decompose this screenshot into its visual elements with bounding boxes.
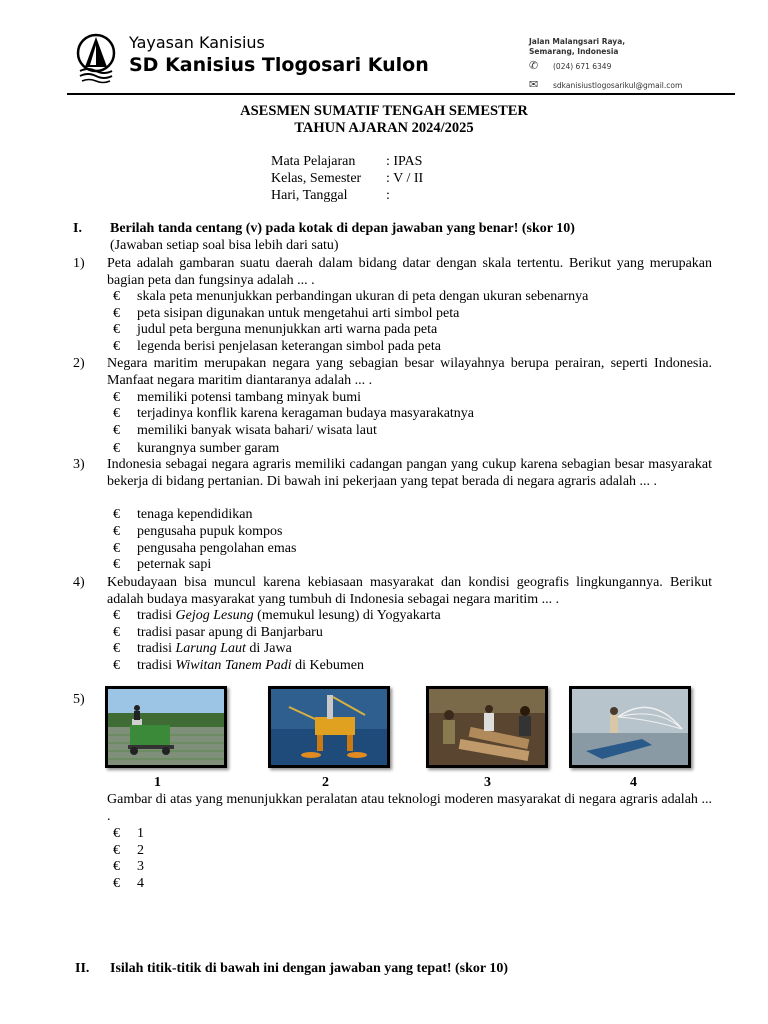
question-text: Peta adalah gambaran suatu daerah dalam bidang datar dengan skala tertentu. Berikut yang merupakan bagian peta dan fungsinya adalah ... .: [107, 256, 712, 288]
section-1-number: I.: [73, 221, 82, 236]
address: Jalan Malangsari Raya, Semarang, Indonesia: [529, 37, 626, 56]
checkbox-icon[interactable]: €: [113, 557, 120, 572]
question-text: Indonesia sebagai negara agraris memiliki cadangan pangan yang cukup karena sebagian besar masyarakat bekerja di bidang pertanian. Di bawah ini pekerjaan yang tepat berada di negara agraris adalah ... .: [107, 457, 712, 489]
checkbox-icon[interactable]: €: [113, 289, 120, 304]
option-item[interactable]: € peternak sapi: [113, 557, 212, 572]
option-item[interactable]: € tradisi pasar apung di Banjarbaru: [113, 625, 323, 640]
section-2-number: II.: [75, 961, 90, 976]
photo-label: 2: [322, 775, 329, 790]
option-item[interactable]: € kurangnya sumber garam: [113, 441, 280, 456]
question-number: 5): [73, 692, 85, 707]
info-date: Hari, Tanggal :: [271, 188, 390, 203]
checkbox-icon[interactable]: €: [113, 524, 120, 539]
photo-fisherman-net: [569, 686, 691, 768]
foundation-name: Yayasan Kanisius: [129, 33, 265, 52]
question-text: Kebudayaan bisa muncul karena kebiasaan masyarakat dan kondisi geografis lingkungannya. Berikut adalah budaya masyarakat yang tumbuh di Indonesia sebagai negara maritim ... .: [107, 575, 712, 607]
photo-label: 3: [484, 775, 491, 790]
checkbox-icon[interactable]: €: [113, 306, 120, 321]
option-item[interactable]: € 3: [113, 859, 144, 874]
photo-label: 1: [154, 775, 161, 790]
question-number: 3): [73, 457, 85, 472]
mail-icon: ✉: [529, 78, 539, 91]
email-row: ✉ sdkanisiustlogosarikul@gmail.com: [529, 78, 683, 91]
checkbox-icon[interactable]: €: [113, 541, 120, 556]
phone-row: ✆ (024) 671 6349: [529, 59, 612, 72]
photo-rice-transplanter: [105, 686, 227, 768]
checkbox-icon[interactable]: €: [113, 641, 120, 656]
checkbox-icon[interactable]: €: [113, 826, 120, 841]
checkbox-icon[interactable]: €: [113, 423, 120, 438]
option-item[interactable]: € tradisi Wiwitan Tanem Padi di Kebumen: [113, 658, 364, 673]
option-item[interactable]: € memiliki potensi tambang minyak bumi: [113, 390, 361, 405]
question-number: 1): [73, 256, 85, 271]
checkbox-icon[interactable]: €: [113, 441, 120, 456]
option-item[interactable]: € tradisi Gejog Lesung (memukul lesung) di Yogyakarta: [113, 608, 441, 623]
header-divider: [67, 93, 735, 95]
photo-offshore-rig: [268, 686, 390, 768]
checkbox-icon[interactable]: €: [113, 608, 120, 623]
section-2-instruction: Isilah titik-titik di bawah ini dengan jawaban yang tepat! (skor 10): [110, 961, 509, 976]
checkbox-icon[interactable]: €: [113, 390, 120, 405]
option-item[interactable]: € 2: [113, 843, 144, 858]
option-item[interactable]: € peta sisipan digunakan untuk mengetahui arti simbol peta: [113, 306, 460, 321]
option-item[interactable]: € judul peta berguna menunjukkan arti warna pada peta: [113, 322, 438, 337]
option-item[interactable]: € terjadinya konflik karena keragaman budaya masyarakatnya: [113, 406, 475, 421]
checkbox-icon[interactable]: €: [113, 625, 120, 640]
option-item[interactable]: € tradisi Larung Laut di Jawa: [113, 641, 292, 656]
exam-title: ASESMEN SUMATIF TENGAH SEMESTER: [240, 103, 528, 119]
school-logo: [76, 33, 116, 85]
option-item[interactable]: € pengusaha pupuk kompos: [113, 524, 283, 539]
checkbox-icon[interactable]: €: [113, 658, 120, 673]
question-text: Gambar di atas yang menunjukkan peralatan atau teknologi moderen masyarakat di negara agraris adalah ... .: [107, 792, 712, 824]
info-class: Kelas, Semester : V / II: [271, 171, 424, 186]
option-item[interactable]: € 4: [113, 876, 144, 891]
info-subject: Mata Pelajaran : IPAS: [271, 154, 423, 169]
checkbox-icon[interactable]: €: [113, 339, 120, 354]
option-item[interactable]: € legenda berisi penjelasan keterangan simbol pada peta: [113, 339, 441, 354]
checkbox-icon[interactable]: €: [113, 507, 120, 522]
checkbox-icon[interactable]: €: [113, 322, 120, 337]
question-number: 4): [73, 575, 85, 590]
option-item[interactable]: € skala peta menunjukkan perbandingan ukuran di peta dengan ukuran sebenarnya: [113, 289, 589, 304]
school-year: TAHUN AJARAN 2024/2025: [294, 120, 474, 136]
photo-label: 4: [630, 775, 637, 790]
section-1-instruction: Berilah tanda centang (v) pada kotak di depan jawaban yang benar! (skor 10): [110, 221, 575, 236]
checkbox-icon[interactable]: €: [113, 843, 120, 858]
question-number: 2): [73, 356, 85, 371]
option-item[interactable]: € memiliki banyak wisata bahari/ wisata laut: [113, 423, 377, 438]
option-item[interactable]: € tenaga kependidikan: [113, 507, 253, 522]
option-item[interactable]: € 1: [113, 826, 144, 841]
photo-traditional-work: [426, 686, 548, 768]
section-1-note: (Jawaban setiap soal bisa lebih dari satu): [110, 238, 339, 253]
checkbox-icon[interactable]: €: [113, 406, 120, 421]
checkbox-icon[interactable]: €: [113, 859, 120, 874]
option-item[interactable]: € pengusaha pengolahan emas: [113, 541, 297, 556]
school-name: SD Kanisius Tlogosari Kulon: [129, 54, 429, 76]
checkbox-icon[interactable]: €: [113, 876, 120, 891]
phone-icon: ✆: [529, 59, 539, 72]
question-text: Negara maritim merupakan negara yang sebagian besar wilayahnya berupa perairan, seperti Indonesia. Manfaat negara maritim diantaranya adalah ... .: [107, 356, 712, 388]
